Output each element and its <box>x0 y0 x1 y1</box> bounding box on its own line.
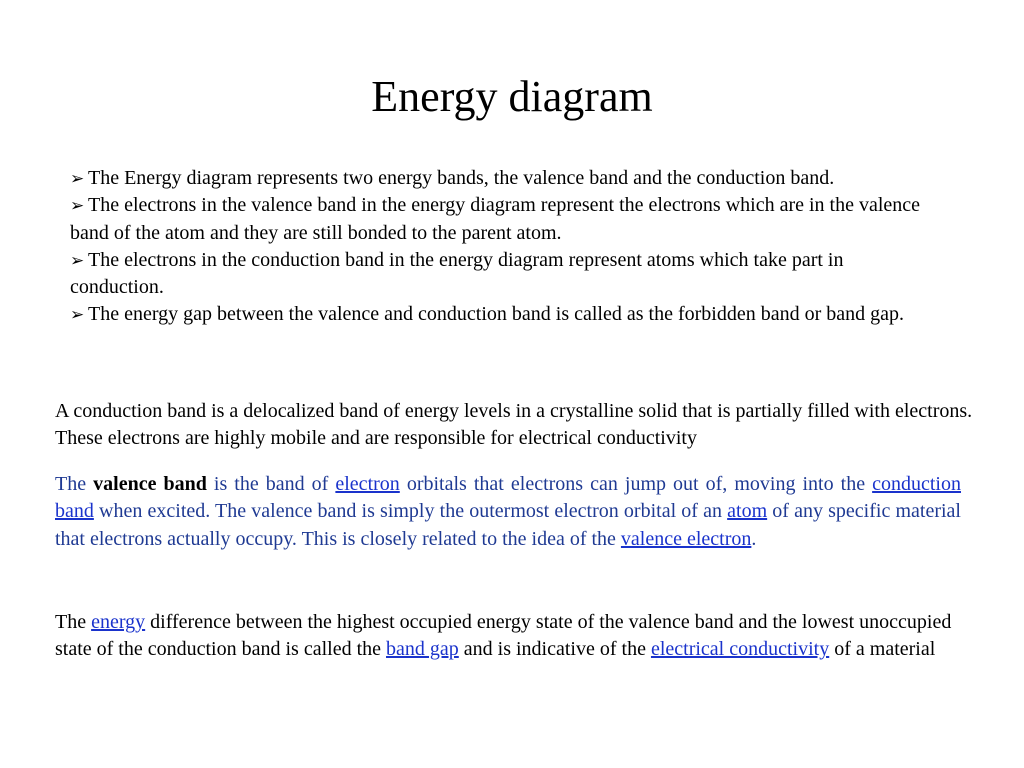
electron-link[interactable]: electron <box>335 473 400 495</box>
conduction-band-link[interactable]: conduction band <box>55 473 961 523</box>
bullet-list <box>70 165 940 329</box>
bullet-text: The Energy diagram represents two energy bands, the valence band and the conduction band. <box>88 167 835 189</box>
arrow-bullet-icon: ➢ <box>70 250 85 270</box>
paragraph-text: of a material <box>829 638 936 661</box>
bullet-text: The electrons in the valence band in the energy diagram represent the electrons which are in the valence band of the atom and they are still bonded to the parent atom. <box>70 194 921 244</box>
arrow-bullet-icon: ➢ <box>70 196 85 216</box>
valence-electron-link[interactable]: valence electron <box>620 527 752 550</box>
valence-band-paragraph <box>55 471 961 553</box>
paragraph-text: orbitals that electrons can jump out of, moving into the <box>399 473 873 495</box>
paragraph-text: The <box>55 473 94 495</box>
arrow-bullet-icon: ➢ <box>70 169 85 188</box>
atom-link[interactable]: atom <box>727 500 768 523</box>
paragraph-text: difference between the highest occupied energy state of the valence band and the lowest unoccupied state of the conduction band is called the <box>55 611 952 661</box>
bullet-item <box>70 247 940 302</box>
bullet-item <box>70 192 940 247</box>
energy-link[interactable]: energy <box>91 611 146 633</box>
paragraph-text: when excited. The valence band is simply the outermost electron orbital of an <box>93 500 728 523</box>
paragraph-text: is the band of <box>206 473 336 495</box>
bullet-item <box>70 301 940 328</box>
band-gap-paragraph <box>55 609 975 664</box>
paragraph-text: of any specific material that electrons actually occupy. This is closely related to the idea of the <box>55 500 961 550</box>
arrow-bullet-icon: ➢ <box>70 305 85 325</box>
conduction-band-paragraph: A conduction band is a delocalized band of energy levels in a crystalline solid that is partially filled with electrons. These electrons are highly mobile and are responsible for electrical conductivity <box>55 400 973 450</box>
bullet-item <box>70 165 940 192</box>
electrical-conductivity-link[interactable]: electrical conductivity <box>650 638 830 661</box>
paragraph-text: and is indicative of the <box>458 638 651 661</box>
bullet-text: The energy gap between the valence and conduction band is called as the forbidden band or band gap. <box>88 303 904 326</box>
valence-band-term: valence band <box>93 473 207 495</box>
paragraph-text: . <box>751 527 757 550</box>
bullet-text: The electrons in the conduction band in the energy diagram represent atoms which take part in conduction. <box>70 248 844 299</box>
paragraph-text: The <box>55 611 92 633</box>
band-gap-link[interactable]: band gap <box>386 638 459 661</box>
slide-title: Energy diagram <box>371 72 653 121</box>
